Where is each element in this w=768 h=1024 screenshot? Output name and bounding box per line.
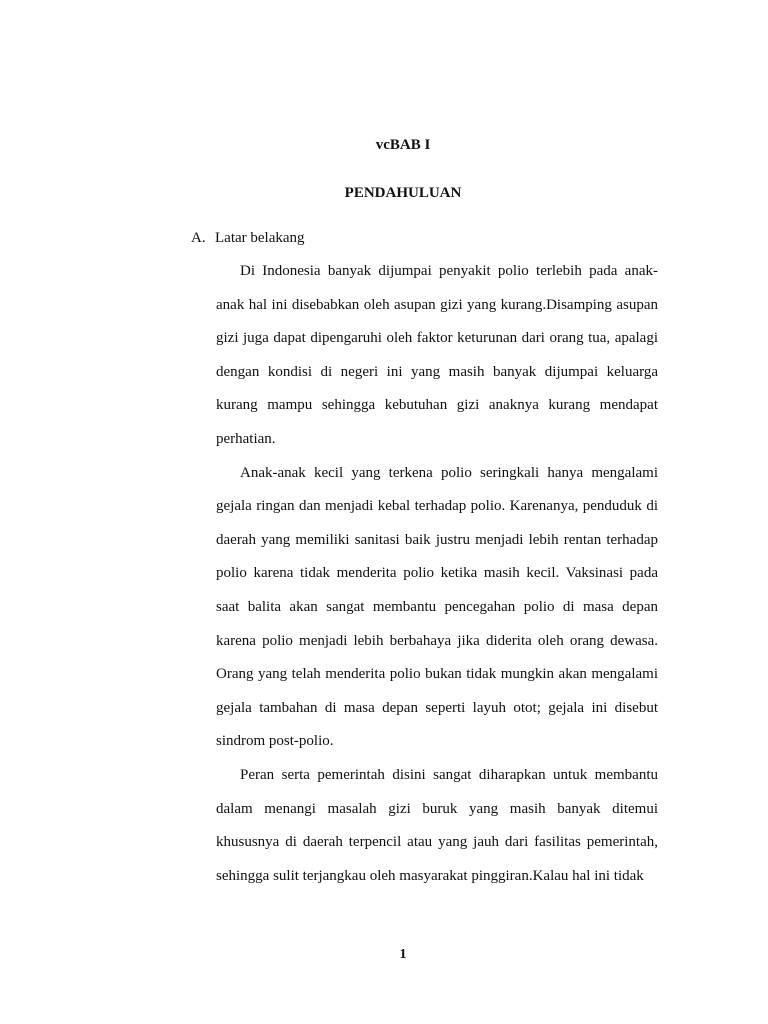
body-text <box>216 255 658 893</box>
paragraph: Anak-anak kecil yang terkena polio seringkali hanya mengalami gejala ringan dan menjadi kebal terhadap polio. Karenanya, penduduk di daerah yang memiliki sanitasi baik justru menjadi lebih rentan terhadap polio karena tidak menderita polio ketika masih kecil. Vaksinasi pada saat balita akan sangat membantu pencegahan polio di masa depan karena polio menjadi lebih berbahaya jika diderita oleh orang dewasa. Orang yang telah menderita polio bukan tidak mungkin akan mengalami gejala tambahan di masa depan seperti layuh otot; gejala ini disebut sindrom post-polio. <box>216 464 658 750</box>
chapter-title: PENDAHULUAN <box>344 185 462 201</box>
page-number: 1 <box>399 947 407 962</box>
paragraph: Di Indonesia banyak dijumpai penyakit polio terlebih pada anak-anak hal ini disebabkan oleh asupan gizi yang kurang.Disamping asupan gizi juga dapat dipengaruhi oleh faktor keturunan dari orang tua, apalagi dengan kondisi di negeri ini yang masih banyak dijumpai keluarga kurang mampu sehingga kebutuhan gizi anaknya kurang mendapat perhatian. <box>216 263 658 447</box>
chapter-number: vcBAB I <box>375 137 431 153</box>
paragraph: Peran serta pemerintah disini sangat diharapkan untuk membantu dalam menangi masalah gizi buruk yang masih banyak ditemui khususnya di daerah terpencil atau yang jauh dari fasilitas pemerintah, sehingga sulit terjangkau oleh masyarakat pinggiran.Kalau hal ini tidak <box>216 766 658 884</box>
section-heading <box>191 229 305 247</box>
section-marker: A. <box>191 230 206 246</box>
section-title: Latar belakang <box>215 230 305 246</box>
